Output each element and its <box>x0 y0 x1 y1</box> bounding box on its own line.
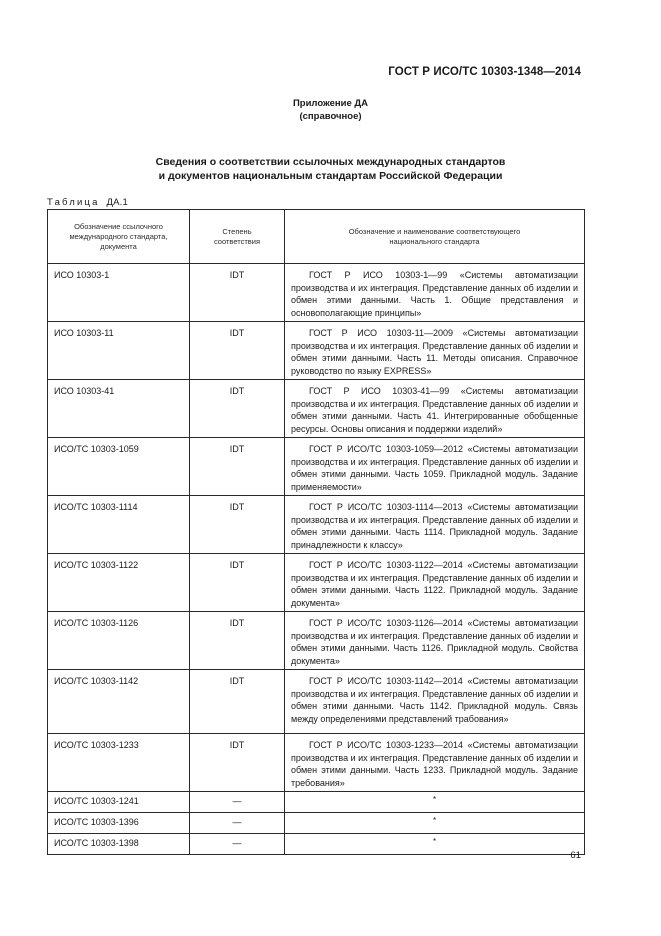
reference-cell: ИСО/ТС 10303-1142 <box>48 670 190 734</box>
degree-cell: IDT <box>190 554 285 612</box>
national-standard-cell: ГОСТ Р ИСО 10303-1—99 «Системы автоматизации производства и их интеграция. Представление данных об изделии и обмен этими данными. Часть 1. Общие представления и основополагающие принципы» <box>285 264 585 322</box>
national-standard-cell: * <box>285 813 585 834</box>
reference-cell: ИСО 10303-1 <box>48 264 190 322</box>
national-standard-cell: ГОСТ Р ИСО/ТС 10303-1142—2014 «Системы автоматизации производства и их интеграция. Представление данных об изделии и обмен этими данными. Часть 1142. Прикладной модуль. Связь между определениями представлений трабования» <box>285 670 585 734</box>
degree-cell: IDT <box>190 380 285 438</box>
degree-cell: — <box>190 834 285 855</box>
national-standard-cell: ГОСТ Р ИСО/ТС 10303-1122—2014 «Системы автоматизации производства и их интеграция. Представление данных об изделии и обмен этими данными. Часть 1122. Прикладной модуль. Задание документа» <box>285 554 585 612</box>
reference-cell: ИСО 10303-41 <box>48 380 190 438</box>
table-row <box>48 322 585 380</box>
table-row <box>48 612 585 670</box>
reference-cell: ИСО/ТС 10303-1233 <box>48 734 190 792</box>
degree-cell: IDT <box>190 264 285 322</box>
reference-cell: ИСО/ТС 10303-1241 <box>48 792 190 813</box>
section-title-line-2: и документов национальным стандартам Российской Федерации <box>158 170 503 182</box>
table-row <box>48 264 585 322</box>
degree-cell: IDT <box>190 734 285 792</box>
table-caption-number: ДА.1 <box>106 197 128 208</box>
national-standard-cell: ГОСТ Р ИСО/ТС 10303-1126—2014 «Системы автоматизации производства и их интеграция. Представление данных об изделии и обмен этими данными. Часть 1126. Прикладной модуль. Свойства документа» <box>285 612 585 670</box>
national-standard-cell: * <box>285 792 585 813</box>
reference-cell: ИСО 10303-11 <box>48 322 190 380</box>
appendix-title: Приложение ДА <box>292 98 369 109</box>
table-row <box>48 734 585 792</box>
table-row <box>48 813 585 834</box>
page-number: 61 <box>570 850 581 861</box>
degree-cell: — <box>190 813 285 834</box>
degree-cell: IDT <box>190 496 285 554</box>
degree-cell: IDT <box>190 670 285 734</box>
table-header-row <box>48 210 585 264</box>
table-caption-label: Таблица <box>47 197 100 208</box>
table-row <box>48 834 585 855</box>
national-standard-cell: ГОСТ Р ИСО/ТС 10303-1059—2012 «Системы автоматизации производства и их интеграция. Представление данных об изделии и обмен этими данными. Часть 1059. Прикладной модуль. Задание применяемости» <box>285 438 585 496</box>
header-col-degree: Степень соответствия <box>190 210 285 264</box>
degree-cell: IDT <box>190 438 285 496</box>
header-col-reference: Обозначение ссылочного международного стандарта, документа <box>48 210 190 264</box>
degree-cell: IDT <box>190 322 285 380</box>
header-col-national-standard: Обозначение и наименование соответствующего национального стандарта <box>285 210 585 264</box>
reference-cell: ИСО/ТС 10303-1059 <box>48 438 190 496</box>
reference-cell: ИСО/ТС 10303-1126 <box>48 612 190 670</box>
section-title-line-1: Сведения о соответствии ссылочных международных стандартов <box>155 156 506 168</box>
reference-cell: ИСО/ТС 10303-1122 <box>48 554 190 612</box>
national-standard-cell: ГОСТ Р ИСО 10303-11—2009 «Системы автоматизации производства и их интеграция. Представление данных об изделии и обмен этими данными. Часть 11. Методы описания. Справочное руководство по языку EXPRESS» <box>285 322 585 380</box>
appendix-heading <box>0 98 661 123</box>
section-title <box>0 155 661 183</box>
document-header-id: ГОСТ Р ИСО/ТС 10303-1348—2014 <box>388 66 581 78</box>
national-standard-cell: * <box>285 834 585 855</box>
degree-cell: — <box>190 792 285 813</box>
table-row <box>48 554 585 612</box>
reference-cell: ИСО/ТС 10303-1396 <box>48 813 190 834</box>
degree-cell: IDT <box>190 612 285 670</box>
national-standard-cell: ГОСТ Р ИСО 10303-41—99 «Системы автоматизации производства и их интеграция. Представление данных об изделии и обмен этими данными. Часть 41. Интегрированные обобщенные ресурсы. Основы описания и поддержки изделий» <box>285 380 585 438</box>
table-row <box>48 380 585 438</box>
reference-cell: ИСО/ТС 10303-1398 <box>48 834 190 855</box>
correspondence-table <box>47 209 585 855</box>
national-standard-cell: ГОСТ Р ИСО/ТС 10303-1114—2013 «Системы автоматизации производства и их интеграция. Представление данных об изделии и обмен этими данными. Часть 1114. Прикладной модуль. Задание принадлежности к классу» <box>285 496 585 554</box>
appendix-subtitle: (справочное) <box>299 110 362 122</box>
table-row <box>48 496 585 554</box>
table-row <box>48 792 585 813</box>
table-row <box>48 670 585 734</box>
reference-cell: ИСО/ТС 10303-1114 <box>48 496 190 554</box>
national-standard-cell: ГОСТ Р ИСО/ТС 10303-1233—2014 «Системы автоматизации производства и их интеграция. Представление данных об изделии и обмен этими данными. Часть 1233. Прикладной модуль. Задание требования» <box>285 734 585 792</box>
table-caption <box>47 197 128 208</box>
table-row <box>48 438 585 496</box>
